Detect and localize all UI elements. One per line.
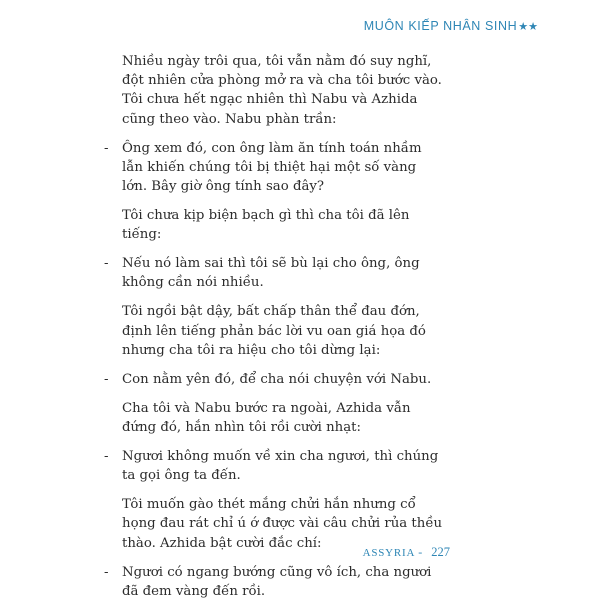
dialogue-line (104, 447, 444, 485)
dialogue-dash: - (104, 564, 109, 580)
dialogue-line (104, 254, 444, 292)
dialogue-text: Nếu nó làm sai thì tôi sẽ bù lại cho ông, ông không cần nói nhiều. (122, 256, 420, 291)
narration-paragraph: Tôi chưa kịp biện bạch gì thì cha tôi đã lên tiếng: (122, 208, 410, 243)
page-footer (363, 545, 450, 560)
running-head (364, 19, 538, 33)
narration-paragraph: Tôi muốn gào thét mắng chửi hắn nhưng cổ họng đau rát chỉ ú ớ được vài câu chửi rủa thều thào. Azhida bật cười đắc chí: (122, 497, 443, 551)
dialogue-line (104, 563, 444, 601)
narration-paragraph: Tôi ngồi bật dậy, bất chấp thân thể đau đớn, định lên tiếng phản bác lời vu oan giá họa đó nhưng cha tôi ra hiệu cho tôi dừng lại: (122, 304, 426, 358)
dialogue-dash: - (104, 371, 109, 387)
narration-paragraph: Cha tôi và Nabu bước ra ngoài, Azhida vẫn đứng đó, hắn nhìn tôi rồi cười nhạt: (122, 400, 411, 436)
star-icons: ★★ (518, 21, 538, 33)
narration-paragraph: Nhiều ngày trôi qua, tôi vẫn nằm đó suy nghĩ, đột nhiên cửa phòng mở ra và cha tôi bước vào. Tôi chưa hết ngạc nhiên thì Nabu và Azhida cũng theo vào. Nabu phàn trần: (122, 54, 442, 127)
page-number: 227 (431, 545, 450, 559)
dialogue-text: Ông xem đó, con ông làm ăn tính toán nhầm lẫn khiến chúng tôi bị thiệt hại một số vàng lớn. Bây giờ ông tính sao đây? (122, 140, 422, 195)
footer-separator: - (418, 545, 423, 559)
dialogue-dash: - (104, 256, 109, 272)
dialogue-text: Ngươi có ngang bướng cũng vô ích, cha ngươi đã đem vàng đến rồi. (122, 564, 432, 599)
dialogue-text: Con nằm yên đó, để cha nói chuyện với Nabu. (122, 371, 432, 387)
footer-book-title: ASSYRIA (362, 547, 416, 559)
dialogue-dash: - (104, 140, 109, 156)
dialogue-text: Ngươi không muốn về xin cha ngươi, thì chúng ta gọi ông ta đến. (122, 449, 439, 484)
body-text (104, 52, 444, 611)
running-head-title: MUÔN KIẾP NHÂN SINH (363, 19, 518, 33)
dialogue-line (104, 139, 444, 197)
dialogue-line (104, 370, 444, 389)
dialogue-dash: - (104, 449, 109, 465)
